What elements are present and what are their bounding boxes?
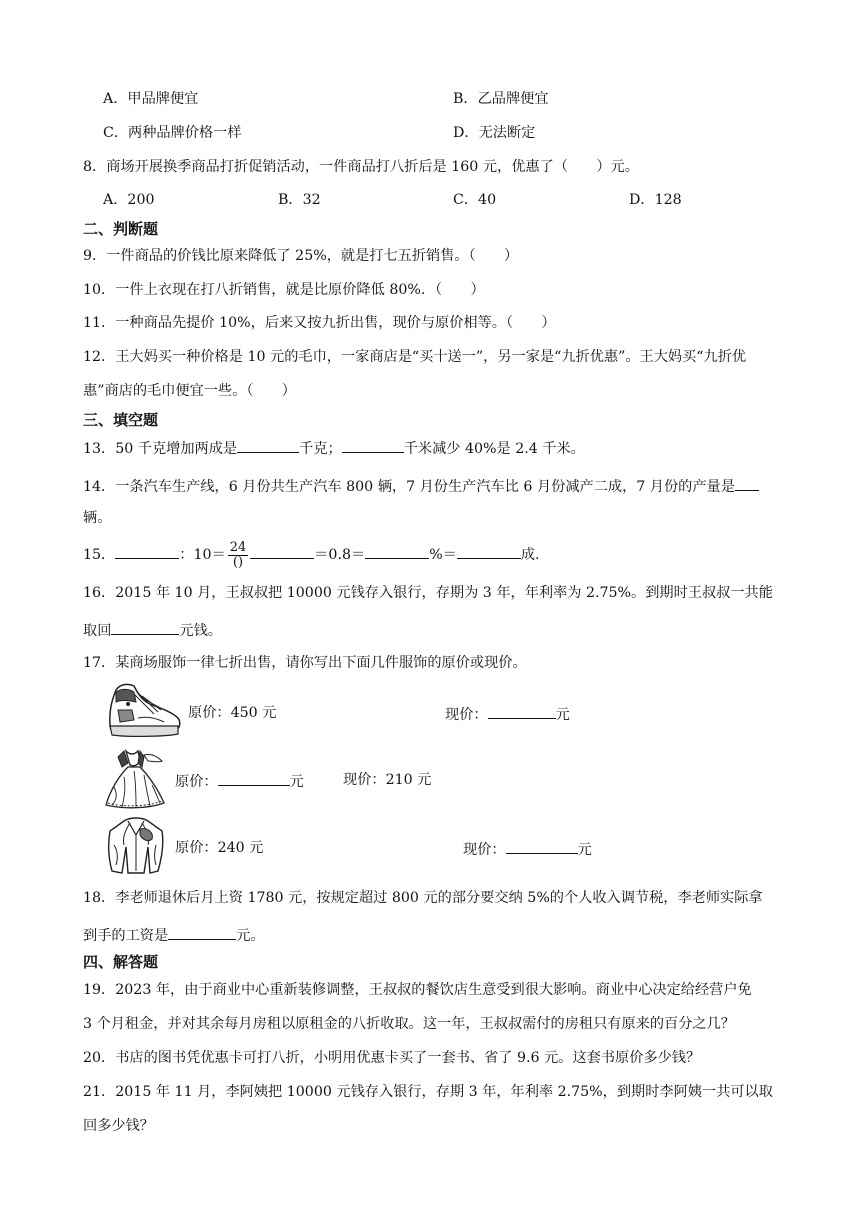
- q15-text-4: %＝: [429, 547, 457, 563]
- fraction-denominator[interactable]: (): [232, 554, 244, 570]
- q15-text-2: ：10＝: [179, 547, 226, 563]
- q7-option-d: D．无法断定: [453, 125, 536, 141]
- jacket-original-price: 原价：240 元: [175, 840, 264, 856]
- label-current: 现价：: [463, 842, 506, 858]
- question-15: [83, 540, 540, 570]
- question-11: 11．一种商品先提价 10%，后来又按九折出售，现价与原价相等。（ ）: [83, 315, 556, 331]
- q7-option-b: B．乙品牌便宜: [453, 91, 549, 107]
- fraction-numerator: 24: [229, 539, 247, 555]
- answer-blank[interactable]: [342, 437, 404, 453]
- unit-yuan: 元: [289, 774, 304, 790]
- q8-option-b: B．32: [278, 192, 321, 208]
- label-original: 原价：: [175, 774, 218, 790]
- answer-blank[interactable]: [457, 543, 521, 559]
- jacket-current-price: [463, 838, 592, 860]
- q15-text-3: ＝0.8＝: [314, 547, 366, 563]
- shoe-original-price: 原价：450 元: [188, 705, 277, 721]
- question-18-line2: [83, 924, 265, 946]
- question-12-line2: 惠”商店的毛巾便宜一些。（ ）: [83, 383, 296, 399]
- dress-original-price: [175, 770, 304, 792]
- question-21-line2: 回多少钱？: [83, 1118, 154, 1134]
- q8-option-a: A．200: [103, 192, 155, 208]
- answer-blank[interactable]: [506, 838, 578, 854]
- question-16-line2: [83, 619, 222, 641]
- answer-blank[interactable]: [168, 924, 236, 940]
- section-heading-judge: 二、判断题: [83, 220, 159, 238]
- answer-blank[interactable]: [111, 619, 179, 635]
- dress-picture: [104, 747, 168, 811]
- section-heading-fill: 三、填空题: [83, 411, 159, 429]
- sneaker-picture: [104, 680, 184, 742]
- question-21-line1: 21．2015 年 11 月，李阿姨把 10000 元钱存入银行，存期 3 年，年利率 2.75%，到期时李阿姨一共可以取: [83, 1084, 773, 1100]
- question-8: 8．商场开展换季商品打折促销活动，一件商品打八折后是 160 元，优惠了（ ）元。: [83, 159, 639, 175]
- question-10: 10．一件上衣现在打八折销售，就是比原价降低 80%．（ ）: [83, 282, 485, 298]
- answer-blank[interactable]: [488, 703, 556, 719]
- q18-text-1: 到手的工资是: [83, 928, 169, 944]
- label-current: 现价：: [445, 707, 488, 723]
- question-19-line1: 19．2023 年，由于商业中心重新装修调整，王叔叔的餐饮店生意受到很大影响。商业中心决定给经营户免: [83, 982, 752, 998]
- q8-option-d: D．128: [629, 192, 682, 208]
- question-18-line1: 18．李老师退休后月上资 1780 元，按规定超过 800 元的部分要交纳 5%的个人收入调节税，李老师实际拿: [83, 890, 763, 906]
- jacket-picture: [104, 815, 168, 877]
- q7-option-a: A．甲品牌便宜: [103, 91, 199, 107]
- answer-blank[interactable]: [218, 770, 290, 786]
- q15-text-5: 成.: [520, 547, 540, 563]
- question-14-line1: [83, 475, 759, 497]
- q16-text-2: 元钱。: [179, 623, 222, 639]
- dress-current-price: 现价：210 元: [343, 772, 432, 788]
- q13-text-1: 13．50 千克增加两成是: [83, 441, 238, 457]
- q16-text-1: 取回: [83, 623, 112, 639]
- question-14-line2: 辆。: [83, 510, 112, 526]
- q13-text-2: 千克；: [299, 441, 342, 457]
- unit-yuan: 元: [577, 842, 592, 858]
- shoe-current-price: [445, 703, 570, 725]
- question-16-line1: 16．2015 年 10 月，王叔叔把 10000 元钱存入银行，存期为 3 年，年利率为 2.75%。到期时王叔叔一共能: [83, 585, 773, 601]
- answer-blank[interactable]: [250, 543, 314, 559]
- question-20: 20．书店的图书凭优惠卡可打八折，小明用优惠卡买了一套书、省了 9.6 元。这套书原价多少钱？: [83, 1050, 701, 1066]
- q8-option-c: C．40: [453, 192, 497, 208]
- question-19-line2: 3 个月租金，并对其余每月房租以原租金的八折收取。这一年，王叔叔需付的房租只有原来的百分之几？: [83, 1016, 735, 1032]
- answer-blank[interactable]: [365, 543, 429, 559]
- question-9: 9．一件商品的价钱比原来降低了 25%，就是打七五折销售。（ ）: [83, 248, 519, 264]
- section-heading-solve: 四、解答题: [83, 953, 159, 971]
- answer-blank[interactable]: [115, 543, 179, 559]
- q15-text-1: 15．: [83, 547, 116, 563]
- question-13: [83, 437, 585, 459]
- question-12-line1: 12．王大妈买一种价格是 10 元的毛巾，一家商店是“买十送一”，另一家是“九折优惠”。王大妈买“九折优: [83, 349, 747, 365]
- q13-text-3: 千米减少 40%是 2.4 千米。: [403, 441, 585, 457]
- question-17: 17．某商场服饰一律七折出售，请你写出下面几件服饰的原价或现价。: [83, 655, 527, 671]
- q14-text: 14．一条汽车生产线，6 月份共生产汽车 800 辆，7 月份生产汽车比 6 月份减产二成，7 月份的产量是: [83, 479, 735, 495]
- fraction: [228, 541, 249, 570]
- q7-option-c: C．两种品牌价格一样: [103, 125, 242, 141]
- answer-blank[interactable]: [237, 437, 299, 453]
- unit-yuan: 元: [555, 707, 570, 723]
- answer-blank[interactable]: [735, 475, 759, 491]
- q18-text-2: 元。: [236, 928, 265, 944]
